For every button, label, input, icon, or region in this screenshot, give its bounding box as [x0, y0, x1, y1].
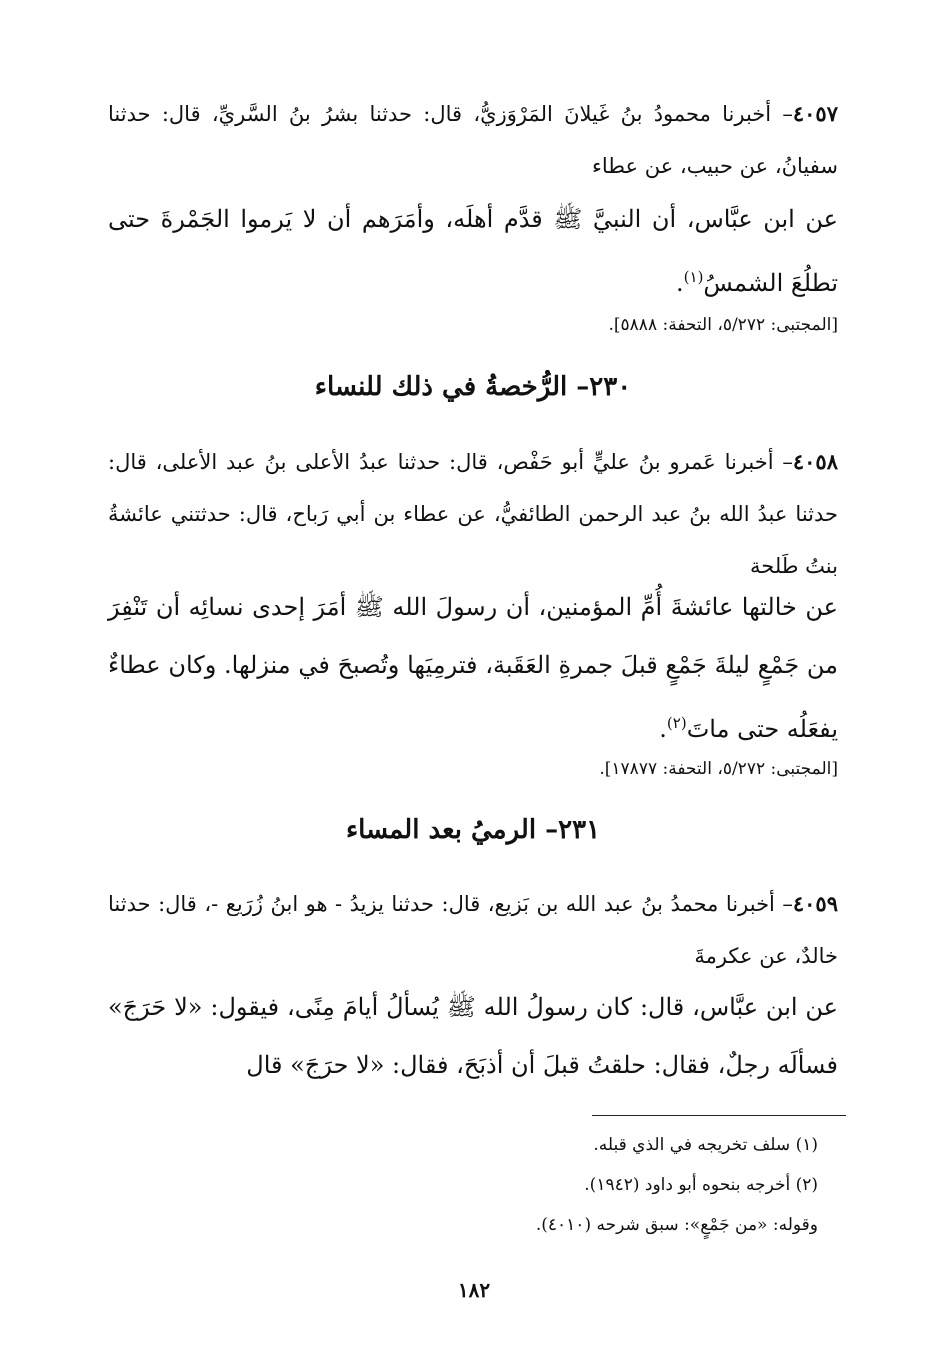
hadith-number: ٤٠٥٨ [792, 449, 838, 474]
hadith-4059-isnad [108, 878, 838, 982]
hadith-4058-matn [108, 578, 838, 758]
footnote-2: (٢) أخرجه بنحوه أبو داود (١٩٤٢). [584, 1175, 818, 1195]
hadith-4057-matn [108, 190, 838, 312]
hadith-number: ٤٠٥٩ [792, 891, 838, 916]
hadith-4058-reference: [المجتبى: ٥/٢٧٢، التحفة: ١٧٨٧٧]. [599, 759, 838, 779]
footnote-marker: (٢) [666, 714, 687, 732]
hadith-4057-isnad [108, 88, 838, 192]
footnote-divider [592, 1115, 846, 1116]
hadith-4059-matn [108, 978, 838, 1094]
matn-end: . [659, 715, 667, 743]
hadith-4058-isnad [108, 436, 838, 592]
chapter-231-title: ٢٣١– الرميُ بعد المساء [345, 815, 601, 845]
page-number: ١٨٢ [457, 1278, 491, 1302]
footnote-1: (١) سلف تخريجه في الذي قبله. [593, 1135, 818, 1155]
hadith-number: ٤٠٥٧ [792, 101, 838, 126]
matn-text: عن ابن عبَّاس، قال: كان رسولُ الله ﷺ يُسألُ أيامَ مِنًى، فيقول: «لا حَرَجَ» فسألَه رجلٌ، فقال: حلقتُ قبلَ أن أذبَحَ، فقال: «لا حرَجَ» قال [108, 993, 838, 1079]
isnad-text: – أخبرنا عَمرو بنُ عليٍّ أبو حَفْص، قال: حدثنا عبدُ الأعلى بنُ عبد الأعلى، قال: حدثنا عبدُ الله بنُ عبد الرحمن الطائفيُّ، عن عطاء بن أبي رَباح، قال: حدثتني عائشةُ بنتُ طَلحة [108, 450, 838, 578]
isnad-text: – أخبرنا محمودُ بنُ غَيلانَ المَرْوَزيُّ، قال: حدثنا بشرُ بنُ السَّريِّ، قال: حدثنا سفيانُ، عن حبيب، عن عطاء [108, 102, 838, 178]
matn-text: عن خالتها عائشةَ أُمِّ المؤمنين، أن رسولَ الله ﷺ أمَرَ إحدى نسائِه أن تَنْفِرَ من جَمْعٍ ليلةَ جَمْعٍ قبلَ جمرةِ العَقَبة، فترمِيَها وتُصبحَ في منزلها. وكان عطاءٌ يفعَلُه حتى ماتَ [108, 593, 838, 743]
matn-end: . [676, 269, 684, 297]
chapter-230-title: ٢٣٠– الرُّخصةُ في ذلك للنساء [314, 372, 632, 402]
isnad-text: – أخبرنا محمدُ بنُ عبد الله بن بَزيع، قال: حدثنا يزيدُ - هو ابنُ زُرَيع -، قال: حدثنا خالدٌ، عن عكرمةَ [108, 892, 838, 968]
matn-text: عن ابن عبَّاس، أن النبيَّ ﷺ قدَّم أهلَه، وأمَرَهم أن لا يَرموا الجَمْرةَ حتى تطلُعَ الشمسُ [108, 205, 838, 297]
hadith-4057-reference: [المجتبى: ٥/٢٧٢، التحفة: ٥٨٨٨]. [608, 315, 838, 335]
footnote-marker: (١) [683, 268, 704, 286]
footnote-2-continuation: وقوله: «من جَمْعٍ»: سبق شرحه (٤٠١٠). [535, 1215, 818, 1235]
